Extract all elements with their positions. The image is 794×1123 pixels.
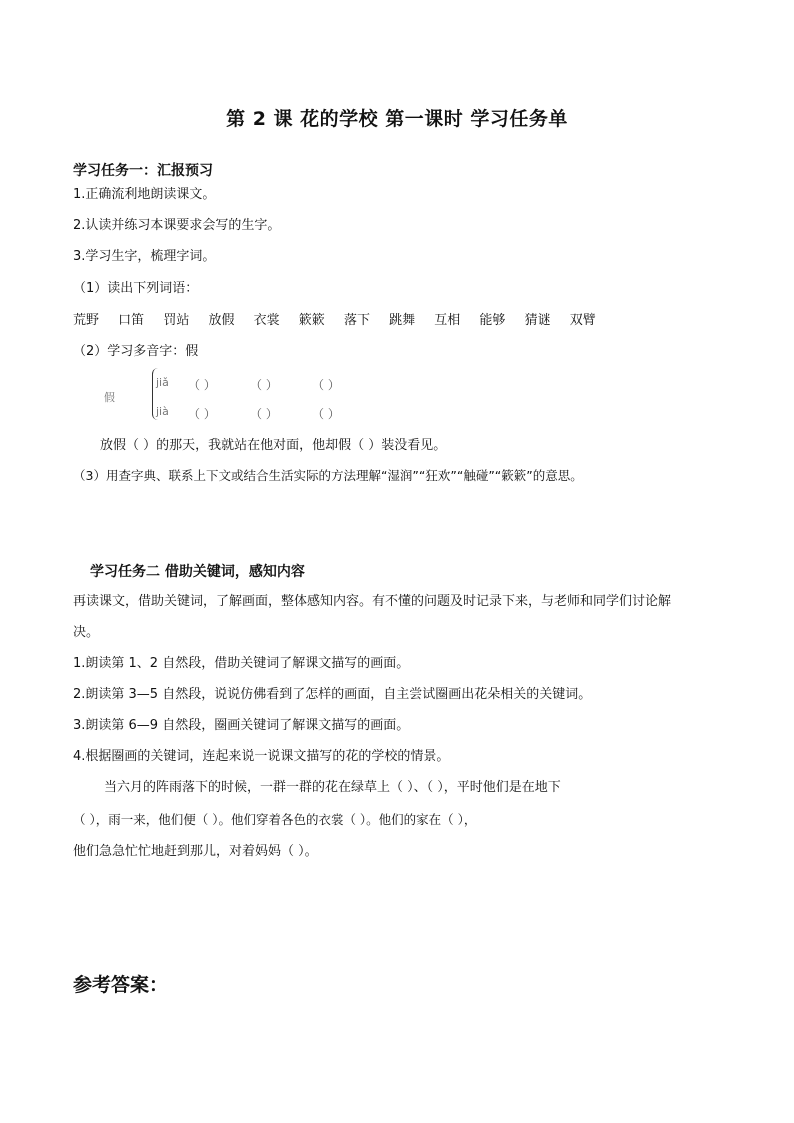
task2-heading: 学习任务二 借助关键词，感知内容 — [90, 564, 305, 580]
poly-blank: （ ） — [188, 378, 216, 392]
poly-pron-2: jià — [156, 405, 169, 418]
vocab-word: 跳舞 — [389, 313, 416, 328]
vocab-word: 罚站 — [163, 313, 190, 328]
vocab-word: 放假 — [208, 313, 235, 328]
task2-item-1: 1.朗读第 1、2 自然段，借助关键词了解课文描写的画面。 — [73, 656, 410, 671]
task2-intro-line2: 决。 — [73, 625, 100, 640]
task2-item-3: 3.朗读第 6—9 自然段，圈画关键词了解课文描写的画面。 — [73, 718, 410, 733]
task2-paragraph-line2: （ ），雨一来，他们便（ ）。他们穿着各色的衣裳（ ）。他们的家在（ ）， — [73, 812, 477, 827]
vocab-word: 衣裳 — [253, 313, 280, 328]
task1-sub3: （3）用查字典、联系上下文或结合生活实际的方法理解“湿润”“狂欢”“触碰”“簌簌”的意思。 — [73, 468, 583, 483]
vocab-word: 双臂 — [569, 313, 596, 328]
poly-blank: （ ） — [312, 407, 340, 421]
task1-item-2: 2.认读并练习本课要求会写的生字。 — [73, 218, 281, 233]
vocab-list — [73, 313, 611, 329]
vocab-word: 互相 — [434, 313, 461, 328]
poly-blank: （ ） — [250, 378, 278, 392]
poly-blank: （ ） — [250, 407, 278, 421]
task2-intro-line1: 再读课文，借助关键词，了解画面，整体感知内容。有不懂的问题及时记录下来，与老师和同学们讨论解 — [73, 594, 672, 609]
task2-paragraph-line1: 当六月的阵雨落下的时候，一群一群的花在绿草上（ ）、（ ），平时他们是在地下 — [104, 780, 561, 795]
poly-char: 假 — [104, 391, 115, 404]
task2-item-2: 2.朗读第 3—5 自然段，说说仿佛看到了怎样的画面，自主尝试圈画出花朵相关的关键词。 — [73, 687, 592, 702]
vocab-word: 落下 — [343, 313, 370, 328]
task1-heading: 学习任务一：汇报预习 — [73, 163, 213, 179]
task1-item-1: 1.正确流利地朗读课文。 — [73, 187, 216, 202]
poly-blank: （ ） — [312, 378, 340, 392]
vocab-word: 口笛 — [118, 313, 145, 328]
vocab-word: 荒野 — [73, 313, 100, 328]
poly-pron-1: jiǎ — [156, 376, 169, 389]
vocab-word: 簌簌 — [298, 313, 325, 328]
task1-sub2: （2）学习多音字：假 — [73, 344, 199, 359]
task2-paragraph-line3: 他们急急忙忙地赶到那儿，对着妈妈（ ）。 — [73, 844, 318, 859]
task2-item-4: 4.根据圈画的关键词，连起来说一说课文描写的花的学校的情景。 — [73, 749, 450, 764]
vocab-word: 能够 — [479, 313, 506, 328]
task1-item-3: 3.学习生字，梳理字词。 — [73, 249, 216, 264]
page-title: 第 2 课 花的学校 第一课时 学习任务单 — [226, 108, 568, 130]
poly-blank: （ ） — [188, 407, 216, 421]
fill-sentence: 放假（ ）的那天，我就站在他对面，他却假（ ）装没看见。 — [100, 438, 447, 453]
vocab-word: 猜谜 — [524, 313, 551, 328]
answers-heading: 参考答案： — [73, 974, 169, 996]
task1-sub1: （1）读出下列词语： — [73, 281, 199, 296]
